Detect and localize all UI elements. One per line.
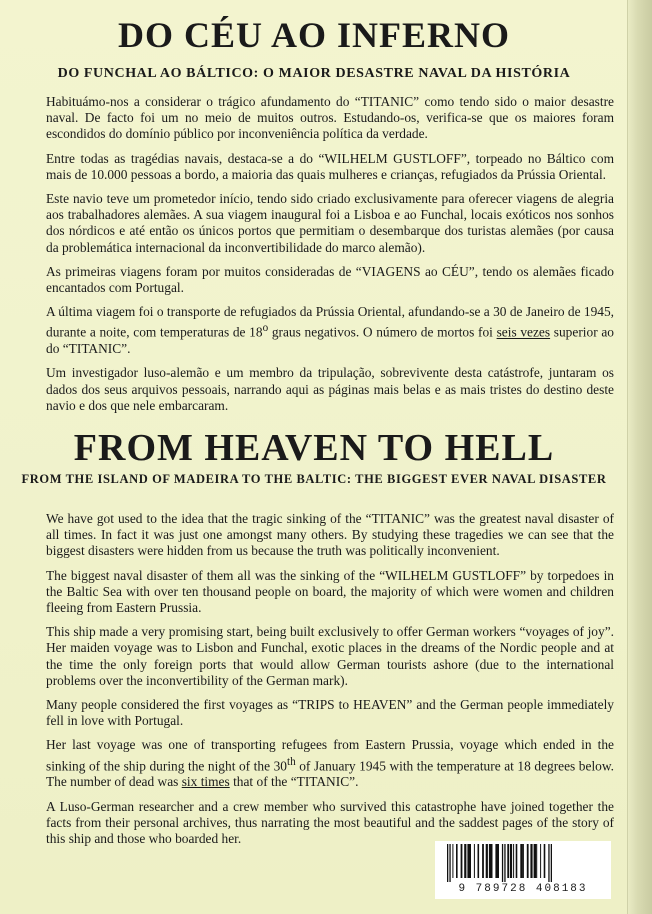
barcode-bar [478,844,480,878]
barcode-bar [495,844,498,878]
barcode-bar [461,844,463,878]
pt-paragraph-6: Um investigador luso-alemão e um membro da tripulação, sobrevivente desta catástrofe, juntaram os dados dos seus arquivos pessoais, narrando aqui as páginas mais belas e as mais tristes do destino deste navio e dos que nele embarcaram. [46,365,614,413]
emphasis-underline: seis vezes [496,324,551,340]
barcode-bar [447,844,448,882]
barcode-bar [551,844,552,882]
portuguese-subtitle: DO FUNCHAL AO BÁLTICO: O MAIOR DESASTRE NAVAL DA HISTÓRIA [57,66,571,81]
barcode-bar [486,844,488,878]
en-paragraph-2: The biggest naval disaster of them all was the sinking of the “WILHELM GUSTLOFF” by torpedoes in the Baltic Sea with over ten thousand people on board, the majority of which were women and children fleeing from Eastern Prussia. [46,567,614,616]
barcode-bar [523,844,524,878]
book-spine-edge [627,0,652,914]
barcode-bar [492,844,493,878]
emphasis-underline: six times [181,774,230,790]
barcode-bar [516,844,518,878]
barcode-bar [520,844,523,878]
barcode-bar [510,844,512,878]
en-paragraph-6: A Luso-German researcher and a crew member who survived this catastrophe have joined together the facts from their personal archives, thus narrating the most beautiful and the saddest pages of the story of this ship and those who boarded her. [46,798,614,846]
barcode-bar [540,844,541,878]
pt-paragraph-2: Entre todas as tragédias navais, destaca-se a do “WILHELM GUSTLOFF”, torpeado no Báltico com mais de 10.000 pessoas a bordo, a maioria das quais mulheres e crianças, refugiados da Prússia Oriental. [46,150,614,182]
barcode-bar [507,844,509,878]
barcode-bar [534,844,537,878]
barcode-bar [502,844,503,882]
isbn-barcode [435,841,611,899]
pt-paragraph-5: A última viagem foi o transporte de refugiados da Prússia Oriental, afundando-se a 30 de Janeiro de 1945, durante a noite, com temperaturas de 18$^o$ graus negativos. O número de mortos foi seis vezes superior ao do “TITANIC”. [46,304,614,357]
barcode-bar [504,844,505,882]
barcode-bar [513,844,514,878]
barcode-bar [449,844,450,882]
barcode-bar [467,844,470,878]
barcode-bar [498,844,499,878]
en-paragraph-4: Many people considered the first voyages as “TRIPS to HEAVEN” and the German people immediately fell in love with Portugal. [46,697,614,729]
barcode-bar [470,844,471,878]
pt-paragraph-1: Habituámo-nos a considerar o trágico afundamento do “TITANIC” como tendo sido o maior desastre naval. De facto foi um no meio de muitos outros. Estudando-os, verifica-se que os maiores foram escondidos do domínio público por inconveniência política da verdade. [46,94,614,142]
barcode-bar [548,844,549,882]
english-subtitle: FROM THE ISLAND OF MADEIRA TO THE BALTIC: THE BIGGEST EVER NAVAL DISASTER [21,472,607,486]
pt-paragraph-3: Este navio teve um prometedor início, tendo sido criado exclusivamente para oferecer viagens de alegria aos trabalhadores alemães. A sua viagem inaugural foi a Lisboa e ao Funchal, locais exóticos nos sonhos dos nórdicos e até então os únicos portos que permitiam o desembarque dos turistas alemães (por causa da problemática internacional da inconvertibilidade do marco alemão). [46,191,614,255]
english-text [46,511,614,855]
barcode-bar [489,844,492,878]
portuguese-title: DO CÉU AO INFERNO [117,15,511,55]
barcode-bar [456,844,458,878]
barcode-bar [464,844,466,878]
barcode-bar [474,844,475,878]
barcode-bar [527,844,529,878]
barcode-bar [530,844,532,878]
pt-paragraph-4: As primeiras viagens foram por muitos consideradas de “VIAGENS ao CÉU”, tendo os alemães ficado encantados com Portugal. [46,263,614,296]
barcode-bar [544,844,546,878]
barcode-bar [536,844,537,878]
isbn-number: 9 789728 408183 [458,883,588,895]
barcode-bar [482,844,484,878]
barcode-bar [452,844,453,878]
en-paragraph-1: We have got used to the idea that the tragic sinking of the “TITANIC” was the greatest naval disaster of all times. In fact it was just one amongst many others. By studying these tragedies we can see that the biggest disasters were hidden from us because the truth was politically inconvenient. [46,511,614,559]
barcode-bars [445,844,601,882]
portuguese-text [46,94,614,422]
en-paragraph-3: This ship made a very promising start, being built exclusively to offer German workers “voyages of joy”. Her maiden voyage was to Lisbon and Funchal, exotic places in the dreams of the Nordic people and at the time the only foreign ports that would allow German tourists ashore (due to the international problems over the inconvertibility of the German mark). [46,624,614,688]
english-title: FROM HEAVEN TO HELL [73,427,555,469]
en-paragraph-5: Her last voyage was one of transporting refugees from Eastern Prussia, voyage which ended in the sinking of the ship during the night of the 30th of January 1945 with the temperature at 18 degrees below. The number of dead was six times that of the “TITANIC”. [46,737,615,790]
